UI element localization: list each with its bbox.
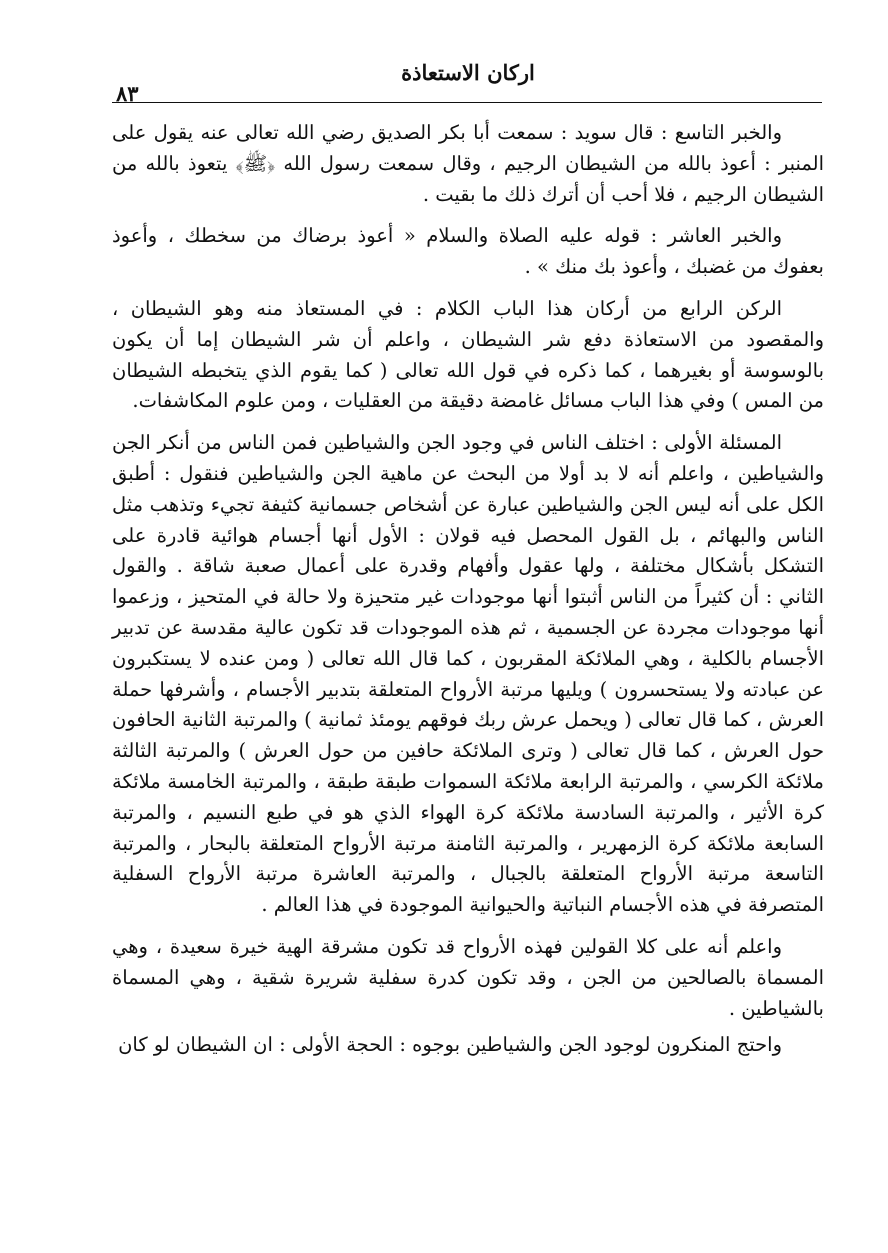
paragraph-ninth-report: والخبر التاسع : قال سويد : سمعت أبا بكر الصديق رضي الله تعالى عنه يقول على المنبر : أعوذ بالله من الشيطان الرجيم ، وقال سمعت رسول الله ﴿ﷺ﴾ يتعوذ بالله من الشيطان الرجيم ، فلا أحب أن أترك ذلك ما بقيت . [112, 121, 824, 206]
page-body [112, 118, 824, 1061]
paragraph-fourth-pillar: الركن الرابع من أركان هذا الباب الكلام : في المستعاذ منه وهو الشيطان ، والمقصود من الاستعاذة دفع شر الشيطان ، واعلم أن شر الشيطان إما أن يكون بالوسوسة أو بغيرهما ، كما ذكره في قول الله تعالى ( كما يقوم الذي يتخبطه الشيطان من المس ) وفي هذا الباب مسائل غامضة دقيقة من العقليات ، ومن علوم المكاشفات. [112, 296, 824, 413]
paragraph-deniers-argument: واحتج المنكرون لوجود الجن والشياطين بوجوه : الحجة الأولى : ان الشيطان لو كان [118, 1033, 782, 1057]
running-title: اركان الاستعاذة [401, 60, 535, 85]
paragraph-tenth-report: والخبر العاشر : قوله عليه الصلاة والسلام « أعوذ برضاك من سخطك ، وأعوذ بعفوك من غضبك ، وأعوذ بك منك » . [112, 224, 824, 279]
header-rule [112, 102, 822, 103]
paragraph-first-question: المسئلة الأولى : اختلف الناس في وجود الجن والشياطين فمن الناس من أنكر الجن والشياطين ، واعلم أنه لا بد أولا من البحث عن ماهية الجن والشياطين فنقول : أطبق الكل على أنه ليس الجن والشياطين عبارة عن أشخاص جسمانية كثيفة تجيء وتذهب مثل الناس والبهائم ، بل القول المحصل فيه قولان : الأول أنها أجسام هوائية قادرة على التشكل بأشكال مختلفة ، ولها عقول وأفهام وقدرة على أعمال صعبة شاقة . والقول الثاني : أن كثيراً من الناس أثبتوا أنها موجودات غير متحيزة ولا حالة في المتحيز ، وزعموا أنها موجودات مجردة عن الجسمية ، ثم هذه الموجودات قد تكون عالية مقدسة عن تدبير الأجسام بالكلية ، وهي الملائكة المقربون ، كما قال الله تعالى ( ومن عنده لا يستكبرون عن عبادته ولا يستحسرون ) ويليها مرتبة الأرواح المتعلقة بتدبير الأجسام ، وأشرفها حملة العرش ، كما قال تعالى ( ويحمل عرش ربك فوقهم يومئذ ثمانية ) والمرتبة الثانية الحافون حول العرش ، كما قال تعالى ( وترى الملائكة حافين من حول العرش ) والمرتبة الثالثة ملائكة الكرسي ، والمرتبة الرابعة ملائكة السموات طبقة طبقة ، والمرتبة الخامسة ملائكة كرة الأثير ، والمرتبة السادسة ملائكة كرة الهواء الذي هو في طبع النسيم ، والمرتبة السابعة ملائكة كرة الزمهرير ، والمرتبة الثامنة مرتبة الأرواح المتعلقة بالبحار ، والمرتبة التاسعة مرتبة الأرواح المتعلقة بالجبال ، والمرتبة العاشرة مرتبة الأرواح السفلية المتصرفة في هذه الأجسام النباتية والحيوانية الموجودة في هذا العالم . [112, 431, 824, 917]
paragraph-both-opinions: واعلم أنه على كلا القولين فهذه الأرواح قد تكون مشرقة الهية خيرة سعيدة ، وهي المسماة بالصالحين من الجن ، وقد تكون كدرة سفلية شريرة شقية ، وهي المسماة بالشياطين . [112, 934, 824, 1020]
page-number: ٨٣ [116, 81, 139, 106]
